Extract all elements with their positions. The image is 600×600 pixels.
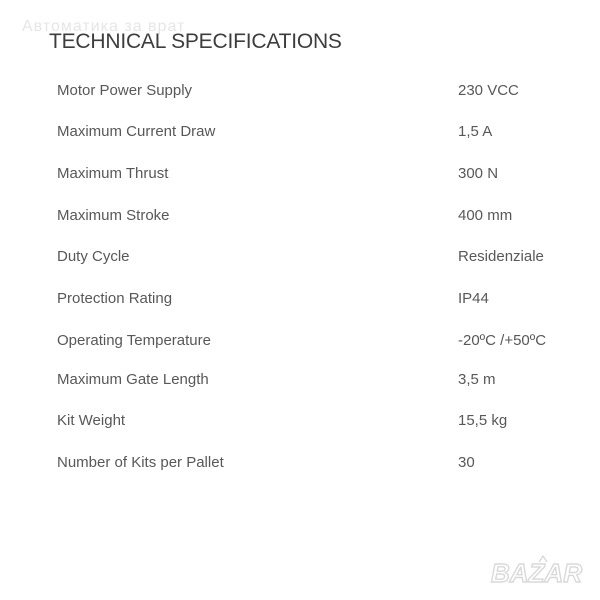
spec-row xyxy=(57,207,557,229)
spec-row xyxy=(57,332,557,354)
spec-value: Residenziale xyxy=(458,248,544,265)
spec-label: Maximum Thrust xyxy=(57,165,169,182)
spec-label: Protection Rating xyxy=(57,290,173,307)
spec-label: Maximum Gate Length xyxy=(57,371,209,388)
spec-row xyxy=(57,371,557,393)
spec-value: -20ºC /+50ºC xyxy=(458,332,547,349)
spec-label: Motor Power Supply xyxy=(57,82,193,99)
logo-text: BAZAR xyxy=(491,558,582,588)
bazar-logo xyxy=(487,552,593,592)
spec-label: Duty Cycle xyxy=(57,248,130,265)
spec-label: Maximum Stroke xyxy=(57,207,170,224)
spec-value: 1,5 A xyxy=(458,123,493,140)
spec-row xyxy=(57,248,557,270)
spec-row xyxy=(57,412,557,434)
spec-row xyxy=(57,82,557,104)
spec-value: 400 mm xyxy=(458,207,513,224)
spec-label: Maximum Current Draw xyxy=(57,123,216,140)
spec-value: IP44 xyxy=(458,290,489,307)
spec-label: Operating Temperature xyxy=(57,332,211,349)
spec-value: 3,5 m xyxy=(458,371,496,388)
spec-label: Kit Weight xyxy=(57,412,126,429)
spec-value: 15,5 kg xyxy=(458,412,508,429)
spec-value: 300 N xyxy=(458,165,499,182)
watermark-text: Автоматика за врат xyxy=(22,18,186,35)
spec-row xyxy=(57,290,557,312)
spec-row xyxy=(57,454,557,476)
spec-row xyxy=(57,123,557,145)
spec-value: 230 VCC xyxy=(458,82,519,99)
spec-value: 30 xyxy=(458,454,475,471)
page-title: TECHNICAL SPECIFICATIONS xyxy=(49,30,342,53)
spec-label: Number of Kits per Pallet xyxy=(57,454,224,471)
spec-row xyxy=(57,165,557,187)
